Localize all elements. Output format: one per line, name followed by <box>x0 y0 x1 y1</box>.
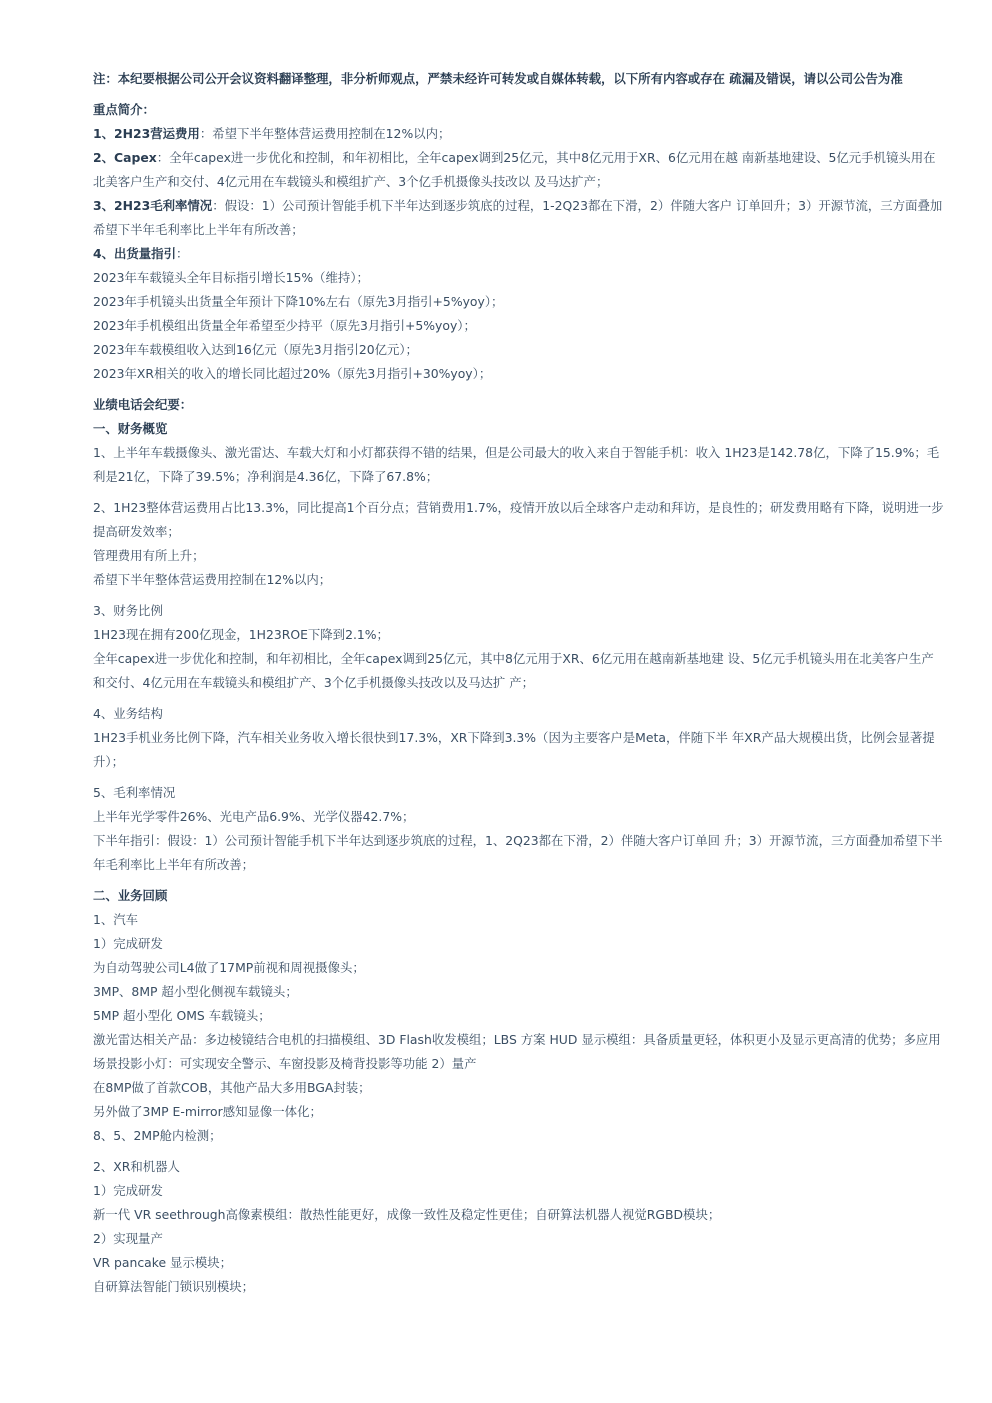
spacer <box>93 774 945 781</box>
paragraph: 1、上半年车载摄像头、激光雷达、车载大灯和小灯都获得不错的结果，但是公司最大的收入来自于智能手机：收入 1H23是142.78亿，下降了15.9%；毛利是21亿，下降了39.5%；净利润是4.36亿，下降了67.8%； <box>93 445 940 484</box>
paragraph: 1H23现在拥有200亿现金，1H23ROE下降到2.1%； <box>93 627 389 642</box>
highlight-item <box>93 194 945 242</box>
guidance-line: 2023年XR相关的收入的增长同比超过20%（原先3月指引+30%yoy）； <box>93 366 492 381</box>
paragraph: VR pancake 显示模块； <box>93 1255 232 1270</box>
subheading: 2）实现量产 <box>93 1231 163 1246</box>
highlight-text: ：全年capex进一步优化和控制，和年初相比，全年capex调到25亿元，其中8亿元用于XR、6亿元用在越 南新基地建设、5亿元手机镜头用在北美客户生产和交付、4亿元用在车载镜头和模组扩产、3个亿手机摄像头技改以 及马达扩产； <box>93 150 936 189</box>
paragraph: 1H23手机业务比例下降，汽车相关业务收入增长很快到17.3%，XR下降到3.3%（因为主要客户是Meta，伴随下半 年XR产品大规模出货，比例会显著提升）； <box>93 730 935 769</box>
paragraph: 上半年光学零件26%、光电产品6.9%、光学仪器42.7%； <box>93 809 415 824</box>
paragraph: 5MP 超小型化 OMS 车载镜头； <box>93 1008 271 1023</box>
disclaimer-note: 注：本纪要根据公司公开会议资料翻译整理，非分析师观点，严禁未经许可转发或自媒体转载，以下所有内容或存在 疏漏及错误，请以公司公告为准 <box>93 71 903 86</box>
spacer <box>93 877 945 884</box>
paragraph: 3MP、8MP 超小型化侧视车载镜头； <box>93 984 298 999</box>
paragraph: 8、5、2MP舱内检测； <box>93 1128 222 1143</box>
section-heading-financial: 一、财务概览 <box>93 421 168 436</box>
paragraph: 全年capex进一步优化和控制，和年初相比，全年capex调到25亿元，其中8亿元用于XR、6亿元用在越南新基地建 设、5亿元手机镜头用在北美客户生产和交付、4亿元用在车载镜头和模组扩产、3个亿手机摄像头技改以及马达扩 产； <box>93 651 934 690</box>
spacer <box>93 1148 945 1155</box>
paragraph: 新一代 VR seethrough高像素模组：散热性能更好，成像一致性及稳定性更佳；自研算法机器人视觉RGBD模块； <box>93 1207 721 1222</box>
subheading: 3、财务比例 <box>93 603 163 618</box>
highlights-heading: 重点简介： <box>93 102 155 117</box>
paragraph: 2、1H23整体营运费用占比13.3%，同比提高1个百分点；营销费用1.7%，疫情开放以后全球客户走动和拜访，是良性的；研发费用略有下降，说明进一步提高研发效率； <box>93 500 944 539</box>
guidance-line: 2023年手机模组出货量全年希望至少持平（原先3月指引+5%yoy）； <box>93 318 476 333</box>
highlight-item <box>93 122 945 146</box>
call-heading: 业绩电话会纪要： <box>93 397 193 412</box>
subheading: 4、业务结构 <box>93 706 163 721</box>
subheading: 1）完成研发 <box>93 936 163 951</box>
subheading: 2、XR和机器人 <box>93 1159 180 1174</box>
subheading: 1、汽车 <box>93 912 139 927</box>
highlight-text: ：希望下半年整体营运费用控制在12%以内； <box>199 126 451 141</box>
paragraph: 希望下半年整体营运费用控制在12%以内； <box>93 572 332 587</box>
highlight-text: ：假设：1）公司预计智能手机下半年达到逐步筑底的过程，1-2Q23都在下滑，2）伴随大客户 订单回升；3）开源节流，三方面叠加希望下半年毛利率比上半年有所改善； <box>93 198 943 237</box>
guidance-line: 2023年手机镜头出货量全年预计下降10%左右（原先3月指引+5%yoy）； <box>93 294 504 309</box>
highlight-item <box>93 146 945 194</box>
spacer <box>93 592 945 599</box>
paragraph: 激光雷达相关产品：多边棱镜结合电机的扫描模组、3D Flash收发模组；LBS 方案 HUD 显示模组：具备质量更轻，体积更小及显示更高清的优势；多应用场景投影小灯：可实现安全警示、车窗投影及椅背投影等功能 2）量产 <box>93 1032 941 1071</box>
paragraph: 另外做了3MP E-mirror感知显像一体化； <box>93 1104 322 1119</box>
highlight-label: 4、出货量指引 <box>93 246 176 261</box>
paragraph: 管理费用有所上升； <box>93 548 205 563</box>
highlight-label: 1、2H23营运费用 <box>93 126 200 141</box>
paragraph: 在8MP做了首款COB，其他产品大多用BGA封装； <box>93 1080 371 1095</box>
spacer <box>93 695 945 702</box>
highlight-text: ： <box>175 246 189 261</box>
highlight-label: 2、Capex <box>93 150 157 165</box>
subheading: 1）完成研发 <box>93 1183 163 1198</box>
document-page <box>93 68 945 1299</box>
spacer <box>93 489 945 496</box>
guidance-line: 2023年车载镜头全年目标指引增长15%（维持）； <box>93 270 369 285</box>
spacer <box>93 386 945 393</box>
highlight-item <box>93 242 945 266</box>
highlight-label: 3、2H23毛利率情况 <box>93 198 213 213</box>
paragraph: 下半年指引：假设：1）公司预计智能手机下半年达到逐步筑底的过程，1、2Q23都在下滑，2）伴随大客户订单回 升；3）开源节流，三方面叠加希望下半年毛利率比上半年有所改善； <box>93 833 943 872</box>
paragraph: 自研算法智能门锁识别模块； <box>93 1279 255 1294</box>
subheading: 5、毛利率情况 <box>93 785 176 800</box>
section-heading-business: 二、业务回顾 <box>93 888 168 903</box>
guidance-line: 2023年车载模组收入达到16亿元（原先3月指引20亿元）； <box>93 342 418 357</box>
paragraph: 为自动驾驶公司L4做了17MP前视和周视摄像头； <box>93 960 365 975</box>
